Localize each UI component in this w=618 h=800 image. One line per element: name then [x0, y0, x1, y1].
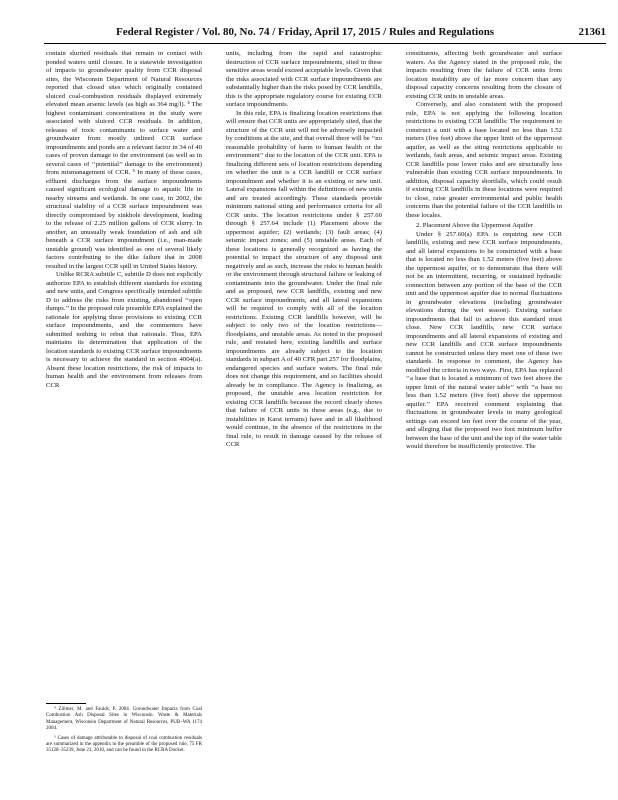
paragraph: Unlike RCRA subtitle C, subtitle D does not explicitly authorize EPA to establish different standards for existing and new units, and Congress specifically intended subtitle D to address the risks from existing, abandoned ‘‘open dumps.’’ In the proposed rule preamble EPA explained the rationale for applying these provisions to existing CCR surface impoundments, and the commenters have submitted nothing to rebut that rationale. Thus, EPA maintains its determination that application of the location standards to existing CCR surface impoundments is necessary to achieve the standard in section 4004(a). Absent these location restrictions, the risk of impacts to human health and the environment from releases from CCR	[46, 271, 202, 389]
footnote-5: ⁵ Cases of damage attributable to disposal of coal combustion residuals are summarized in the appendix to the preamble of the proposed rule, 75 FR 35128–35239, June 21, 2010, and can be found in the RCRA Docket.	[46, 735, 202, 754]
paragraph: Conversely, and also consistent with the proposed rule, EPA is not applying the following location restrictions to existing CCR landfills: The requirement to construct a unit with a base located no less than 1.52 meters (five feet) above the upper limit of the uppermost aquifer, as well as the siting restrictions applicable to wetlands, fault areas, and seismic impact areas. Existing CCR landfills pose lower risks and are structurally less vulnerable than existing CCR surface impoundments. In addition, disposal capacity shortfalls, which could result if existing CCR landfills in these locations were required to close, raise greater environmental and public health concerns than the potential failure of the CCR landfills in these locales.	[406, 101, 562, 219]
page-number: 21361	[578, 26, 606, 38]
paragraph: contain slurried residuals that remain in contact with ponded waters until closure. In a statewide investigation of impacts to groundwater quality from CCR disposal sites, the Wisconsin Department of Natural Resources reported that closed sites which originally contained sluiced coal-combustion residuals displayed extremely elevated mean arsenic levels (as high as 364 mg/l). ⁴ The highest contaminant concentrations in the study were associated with sluiced CCR residuals. In addition, releases of toxic contaminants to surface water and groundwater from mostly unlined CCR surface impoundments and ponds are a relevant factor in 34 of 40 cases of proven damage to the environment (as well as in several cases of ‘‘potential’’ damage to the environment) from mismanagement of CCR. ⁵ In many of these cases, effluent discharges from the surface impoundments caused significant ecological damage to aquatic life in nearby streams and wetlands. In one case, in 2002, the structural stability of a CCR surface impoundment was directly compromised by sinkhole development, leading to the release of 2.25 million gallons of CCR slurry. In another, an unusually weak foundation of ash and silt beneath a CCR surface impoundment (i.e., man-made unstable ground) was identified as one of several likely factors contributing to the dike failure that in 2008 resulted in the largest CCR spill in United States history.	[46, 50, 202, 270]
page-header	[44, 26, 606, 40]
section-heading: 2. Placement Above the Uppermost Aquifer	[416, 222, 534, 229]
footnote-rule	[46, 703, 86, 704]
paragraph: units, including from the rapid and catastrophic destruction of CCR surface impoundments, sited in these sensitive areas would exceed acceptable levels. Given that the risks associated with CCR surface impoundments are substantially higher than the risks posed by CCR landfills, this is the appropriate regulatory course for existing CCR surface impoundments.	[226, 50, 382, 108]
footnote-4: ⁴ Zillmer, M. and Faulds, P. 2004. Groundwater Impacts from Coal Combustion Ash Disposal Sites in Wisconsin. Waste & Materials Management, Wisconsin Department of Natural Resources, PUB–WA 1174 2004.	[46, 707, 202, 732]
paragraph: In this rule, EPA is finalizing location restrictions that will ensure that CCR units are appropriately sited, that the structure of the CCR unit will not be adversely impacted by conditions at the site, and that overall there will be ‘‘no reasonable probability of harm to human health or the environment’’ due to the location of the CCR unit. EPA is finalizing different sets of location restrictions depending on whether the unit is a CCR landfill or CCR surface impoundment and whether it is an existing or new unit. Lateral expansions fall within the definitions of new units and are treated accordingly. These standards provide minimum national siting and performance criteria for all CCR units. The location restrictions under § 257.60 through § 257.64 include (1) Placement above the uppermost aquifer; (2) wetlands; (3) fault areas; (4) seismic impact zones; and (5) unstable areas. Each of these locations is generally recognized as having the potential to impact the structure of any disposal unit negatively and as such, increase the risks to human health or the environment through structural failure or leaking of contaminants into the groundwater. Under the final rule and as proposed, new CCR landfills, existing and new CCR surface impoundments, and all lateral expansions will be required to comply with all of the location restrictions. Existing CCR landfills however, will be subject to only two of the location restrictions—floodplains, and unstable areas. As noted in the proposed rule, and restated here, existing landfills and surface impoundments are already subject to the location standards in subpart A of 40 CFR part 257 for floodplains, endangered species and surface waters. The final rule does not change this requirement, and so facilities should already be in compliance. The Agency is finalizing, as proposed, the unstable area location restriction for existing CCR landfills because the record clearly shows that failure of CCR units in these areas (e.g., due to instabilities in Karst terrains) have and in all likelihood would continue, in the absence of the restrictions in the final rule, to result in damage caused by the release of CCR	[226, 109, 382, 448]
column-1	[46, 50, 202, 390]
column-2	[226, 50, 382, 450]
paragraph: constituents, affecting both groundwater and surface waters. As the Agency stated in the proposed rule, the impacts resulting from the failure of CCR units from location instability are of far more concern than any disposal capacity concerns resulting from the closure of existing CCR units in unstable areas.	[406, 50, 562, 100]
footnotes	[46, 707, 202, 758]
paragraph: Under § 257.60(a) EPA is requiring new CCR landfills, existing and new CCR surface impoundments, and all lateral expansions to be constructed with a base that is located no less than 1.52 meters (five feet) above the uppermost aquifer, or to demonstrate that there will not be an intermittent, recurring, or sustained hydraulic connection between any portion of the base of the CCR unit and the uppermost aquifer due to normal fluctuations in groundwater elevations (including groundwater elevations during the wet season). Existing surface impoundments that fail to achieve this standard must close. New CCR landfills, new CCR surface impoundments and all lateral expansions of existing and new CCR landfills and CCR surface impoundments cannot be constructed unless they meet one of these two standards. In response to comment, the Agency has modified the criteria in two ways. First, EPA has replaced ‘‘a base that is located a minimum of two feet above the upper limit of the natural water table’’ with ‘‘a base no less than 1.52 meters (five feet) above the uppermost aquifer.’’ EPA received comment explaining that fluctuations in groundwater levels in many geological settings can exceed ten feet over the course of the year, and alleging that the proposed two foot minimum buffer between the base of the unit and the top of the water table would therefore be insufficiently protective. The	[406, 230, 562, 450]
header-title: Federal Register / Vol. 80, No. 74 / Friday, April 17, 2015 / Rules and Regulations	[116, 26, 495, 38]
header-rule	[44, 43, 606, 44]
column-3	[406, 50, 562, 452]
